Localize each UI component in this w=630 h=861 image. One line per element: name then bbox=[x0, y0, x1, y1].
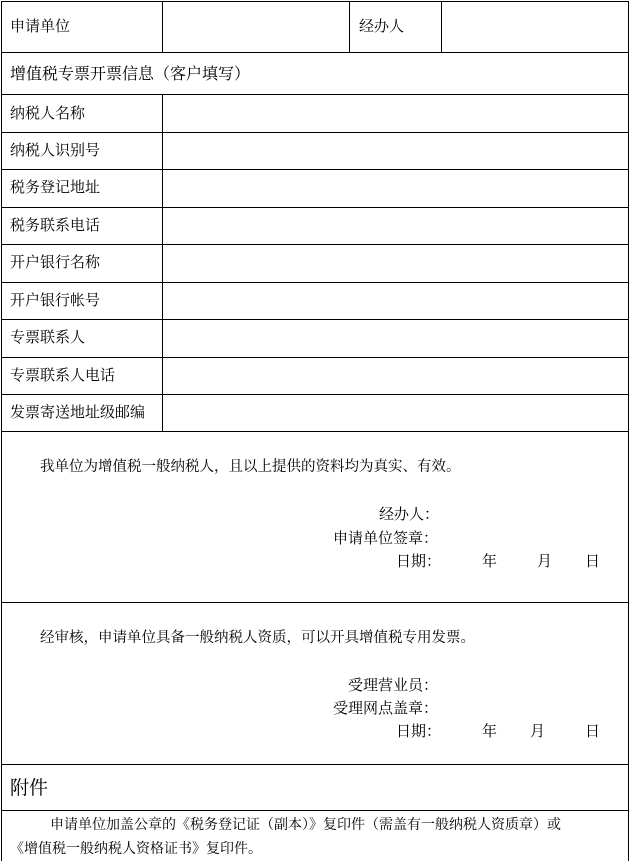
divider bbox=[1, 764, 629, 765]
tax-address-field[interactable] bbox=[163, 170, 628, 206]
declaration-date-label: 日期： bbox=[396, 552, 442, 570]
declaration-month: 月 bbox=[537, 552, 553, 570]
taxpayer-name-field[interactable] bbox=[163, 95, 628, 131]
row-label-invoice-contact-phone: 专票联系人电话 bbox=[10, 366, 116, 384]
review-seal-label: 受理网点盖章： bbox=[333, 699, 439, 717]
declaration-year: 年 bbox=[482, 552, 498, 570]
attachment-title: 附件 bbox=[10, 777, 49, 799]
review-clerk-label: 受理营业员： bbox=[348, 676, 439, 694]
invoice-contact-field[interactable] bbox=[163, 320, 628, 356]
review-month: 月 bbox=[530, 722, 546, 740]
divider bbox=[162, 1, 163, 53]
divider bbox=[1, 431, 629, 432]
row-label-bank-name: 开户银行名称 bbox=[10, 253, 101, 271]
divider bbox=[162, 94, 163, 432]
divider bbox=[1, 810, 629, 811]
divider bbox=[441, 1, 442, 53]
handler-label: 经办人 bbox=[359, 17, 405, 35]
divider bbox=[349, 1, 350, 53]
divider bbox=[1, 602, 629, 603]
row-label-tax-address: 税务登记地址 bbox=[10, 178, 101, 196]
review-day: 日 bbox=[585, 722, 601, 740]
attachment-line-2: 《增值税一般纳税人资格证书》复印件。 bbox=[10, 841, 262, 857]
declaration-seal-label: 申请单位签章： bbox=[333, 529, 439, 547]
taxpayer-id-field[interactable] bbox=[163, 133, 628, 169]
review-date-label: 日期： bbox=[396, 722, 442, 740]
applicant-unit-field[interactable] bbox=[163, 2, 349, 52]
mailing-address-field[interactable] bbox=[163, 395, 628, 431]
divider bbox=[1, 52, 629, 53]
review-statement: 经审核，申请单位具备一般纳税人资质，可以开具增值税专用发票。 bbox=[40, 630, 475, 646]
invoice-section-title: 增值税专票开票信息（客户填写） bbox=[10, 64, 251, 83]
review-year: 年 bbox=[482, 722, 498, 740]
declaration-day: 日 bbox=[585, 552, 601, 570]
bank-account-field[interactable] bbox=[163, 283, 628, 319]
attachment-line-1: 申请单位加盖公章的《税务登记证（副本）》复印件（需盖有一般纳税人资质章）或 bbox=[50, 817, 561, 833]
handler-field[interactable] bbox=[442, 2, 628, 52]
tax-phone-field[interactable] bbox=[163, 208, 628, 244]
declaration-handler-label: 经办人： bbox=[379, 505, 440, 523]
applicant-unit-label: 申请单位 bbox=[10, 17, 71, 35]
row-label-mailing-address: 发票寄送地址级邮编 bbox=[10, 403, 146, 421]
row-label-bank-account: 开户银行帐号 bbox=[10, 291, 101, 309]
row-label-tax-phone: 税务联系电话 bbox=[10, 216, 101, 234]
row-label-taxpayer-id: 纳税人识别号 bbox=[10, 141, 101, 159]
invoice-contact-phone-field[interactable] bbox=[163, 358, 628, 394]
row-label-invoice-contact: 专票联系人 bbox=[10, 328, 86, 346]
declaration-statement: 我单位为增值税一般纳税人，且以上提供的资料均为真实、有效。 bbox=[40, 459, 461, 475]
bank-name-field[interactable] bbox=[163, 245, 628, 281]
row-label-taxpayer-name: 纳税人名称 bbox=[10, 104, 86, 122]
